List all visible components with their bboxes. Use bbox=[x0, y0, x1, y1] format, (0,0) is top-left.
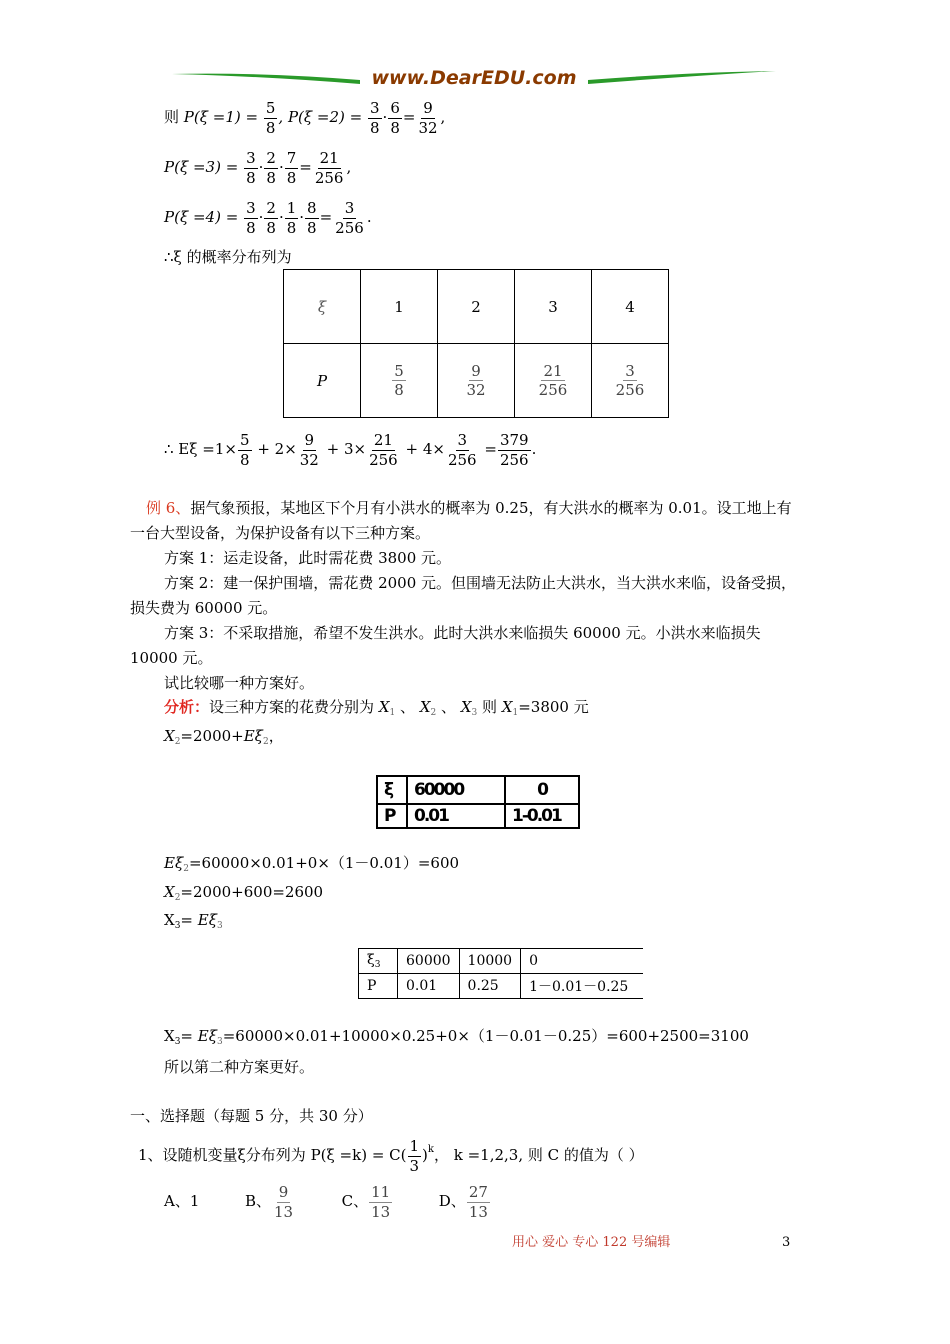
formula-p3: P(ξ =3) = $\frac{3}{8}$ · $\frac{2}{8}$ · $\frac{7}{8}$ = $\frac{21}{256}$ , bbox=[164, 149, 352, 187]
fraction: $\frac{8}{8}$ bbox=[307, 199, 317, 237]
plan3-line1: 方案 3：不采取措施，希望不发生洪水。此时大洪水来临损失 60000 元。小洪水来临损失 bbox=[164, 624, 761, 642]
fraction: $\frac{5}{8}$ bbox=[239, 431, 250, 469]
fraction: $\frac{21}{256}$ bbox=[369, 431, 398, 469]
distribution-intro: ∴ξ 的概率分布列为 bbox=[164, 248, 292, 266]
site-name[interactable]: www.DearEDU.com bbox=[371, 67, 577, 89]
conclusion: 所以第二种方案更好。 bbox=[164, 1058, 315, 1076]
expectation-formula: ∴ Eξ =1× $\frac{5}{8}$ + 2× $\frac{9}{32}$ + 3× $\frac{21}{256}$ + 4× $\frac{3}{256}$ = $\frac{379}{256}$ . bbox=[164, 431, 537, 469]
table-row: P 0.01 0.25 1－0.01－0.25 bbox=[359, 974, 644, 999]
fraction: $\frac{9}{32}$ bbox=[299, 431, 319, 469]
plan2-line2: 损失费为 60000 元。 bbox=[130, 599, 278, 617]
example6-line1: 例 6、据气象预报，某地区下个月有小洪水的概率为 0.25，有大洪水的概率为 0.01。设工地上有 bbox=[146, 499, 792, 517]
x3-def: $X_3= E\xi_3$ bbox=[164, 911, 223, 931]
plan3-line2: 10000 元。 bbox=[130, 649, 213, 667]
option-b[interactable]: B、 $\frac{9}{13}$ bbox=[244, 1183, 294, 1221]
example6-line2: 一台大型设备，为保护设备有以下三种方案。 bbox=[130, 524, 431, 542]
table-row: ξ 60000 0 bbox=[377, 776, 579, 804]
formula-p4: P(ξ =4) = $\frac{3}{8}$ · $\frac{2}{8}$ · $\frac{1}{8}$ · $\frac{8}{8}$ = $\frac{3}{256}$ . bbox=[164, 199, 372, 237]
fraction: $\frac{3}{256}$ bbox=[615, 361, 645, 399]
header-banner bbox=[170, 62, 778, 96]
fraction: $\frac{21}{256}$ bbox=[538, 361, 568, 399]
table-row: ξ 1 2 3 4 bbox=[284, 270, 669, 344]
section-heading: 一、选择题（每题 5 分，共 30 分） bbox=[130, 1107, 373, 1125]
fraction: $\frac{3}{8}$ bbox=[246, 199, 256, 237]
plan2-line1: 方案 2：建一保护围墙，需花费 2000 元。但围墙无法防止大洪水，当大洪水来临，设备受损， bbox=[164, 574, 797, 592]
fraction: $\frac{9}{32}$ bbox=[418, 99, 438, 137]
fraction: $\frac{9}{32}$ bbox=[466, 361, 486, 399]
formula-p1-p2: 则 P(ξ =1) = $\frac{5}{8}$ , P(ξ =2) = $\frac{3}{8}$ · $\frac{6}{8}$ = $\frac{9}{32}$ , bbox=[164, 99, 446, 137]
table-row: P 0.01 1-0.01 bbox=[377, 804, 579, 828]
footer-text: 用心 爱心 专心 122 号编辑 bbox=[512, 1235, 671, 1250]
fraction: $\frac{2}{8}$ bbox=[266, 199, 276, 237]
fraction: $\frac{7}{8}$ bbox=[286, 149, 297, 187]
fraction: $\frac{27}{13}$ bbox=[468, 1183, 488, 1221]
fraction: $\frac{5}{8}$ bbox=[265, 99, 276, 137]
distribution-table bbox=[283, 269, 669, 418]
option-a[interactable]: A、1 bbox=[164, 1192, 200, 1210]
fraction: $\frac{3}{256}$ bbox=[335, 199, 364, 237]
x2-result: $X_2=2000+600=2600$ bbox=[164, 883, 324, 903]
question-1-options bbox=[164, 1184, 491, 1220]
option-c[interactable]: C、 $\frac{11}{13}$ bbox=[341, 1183, 391, 1221]
table-row: $\xi_3$ 60000 10000 0 bbox=[359, 949, 644, 974]
fraction: $\frac{3}{8}$ bbox=[246, 149, 256, 187]
page-number: 3 bbox=[782, 1235, 791, 1250]
fraction: $\frac{2}{8}$ bbox=[266, 149, 276, 187]
table-row: P $\frac{5}{8}$ $\frac{9}{32}$ $\frac{21}{256}$ $\frac{3}{256}$ bbox=[284, 344, 669, 418]
fraction: $\frac{21}{256}$ bbox=[314, 149, 344, 187]
fraction: $\frac{3}{8}$ bbox=[370, 99, 380, 137]
fraction: $\frac{3}{256}$ bbox=[447, 431, 477, 469]
question-1: 1、设随机变量ξ分布列为 P(ξ =k) = C( $\frac{1}{3}$ )$^k$， k =1,2,3, 则 C 的值为（ ） bbox=[138, 1137, 644, 1175]
plan1: 方案 1：运走设备，此时需花费 3800 元。 bbox=[164, 549, 452, 567]
fraction: $\frac{379}{256}$ bbox=[499, 431, 529, 469]
fraction: $\frac{11}{13}$ bbox=[371, 1183, 391, 1221]
e-xi2-calc: $E\xi_2=60000\times 0.01+0\times(1-0.01)=600$ bbox=[164, 854, 460, 874]
x2-line: $X_2=2000+E\xi_2$， bbox=[164, 727, 284, 747]
fraction: $\frac{1}{3}$ bbox=[409, 1137, 420, 1175]
fraction: $\frac{1}{8}$ bbox=[286, 199, 297, 237]
option-d[interactable]: D、 $\frac{27}{13}$ bbox=[438, 1183, 488, 1221]
fraction: $\frac{5}{8}$ bbox=[394, 361, 404, 399]
fraction: $\frac{9}{13}$ bbox=[273, 1183, 294, 1221]
fraction: $\frac{6}{8}$ bbox=[390, 99, 400, 137]
x3-calc: $X_3= E\xi_3=60000\times 0.01+10000\times 0.25+0\times(1-0.01-0.25)=600+2500=3100$ bbox=[164, 1027, 749, 1047]
analysis-line: 分析：设三种方案的花费分别为 $X_1$ 、 $X_2$ 、 $X_3$ 则 $X_1=3800$ 元 bbox=[164, 698, 589, 718]
xi2-distribution-table bbox=[376, 775, 580, 829]
question: 试比较哪一种方案好。 bbox=[164, 674, 315, 692]
xi3-distribution-table bbox=[358, 948, 643, 999]
